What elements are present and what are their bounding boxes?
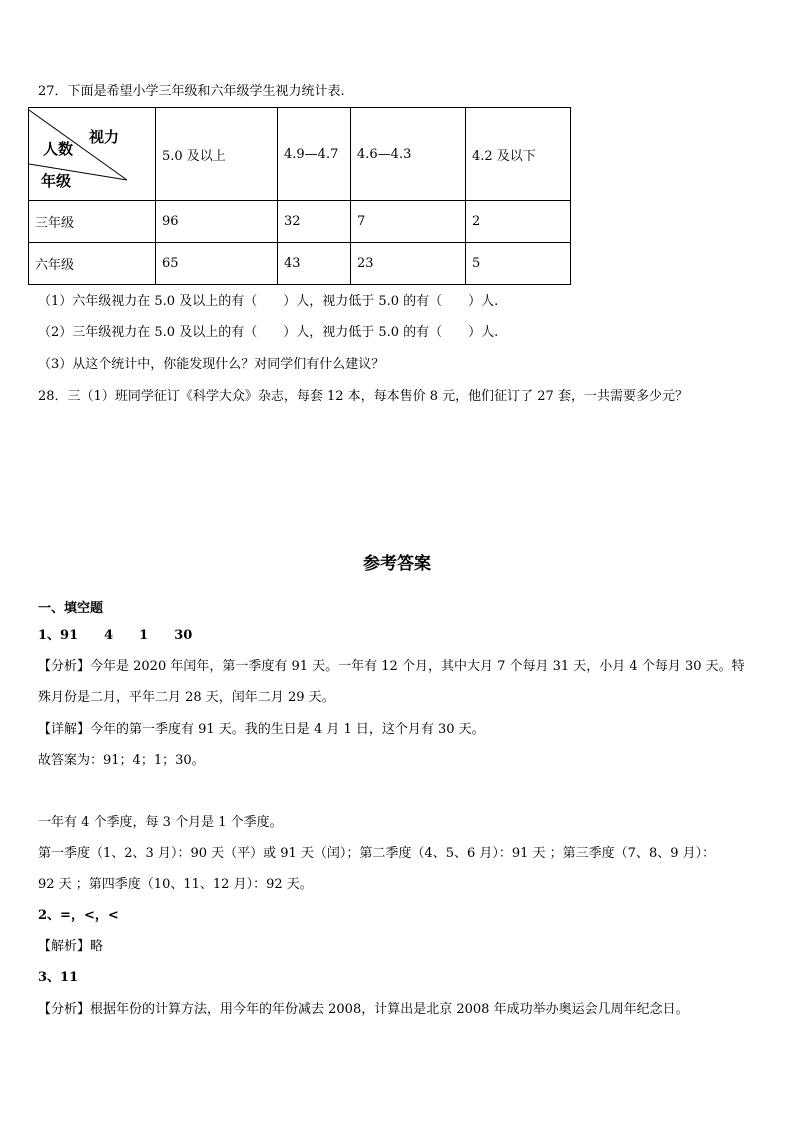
header-cell: 4.6—4.3	[351, 108, 466, 201]
section-title: 一、填空题	[38, 601, 104, 616]
answer-3: 3、11	[38, 970, 79, 985]
header-cell: 4.9—4.7	[278, 108, 351, 201]
answer-2-analysis: 【解析】略	[38, 939, 104, 954]
answer-3-analysis: 【分析】根据年份的计算方法，用今年的年份减去 2008，计算出是北京 2008 年成功举办奥运会几周年纪念日。	[38, 1002, 689, 1017]
table-cell: 43	[278, 243, 351, 285]
answer-1-note1: 一年有 4 个季度，每 3 个月是 1 个季度。	[38, 815, 283, 830]
answer-1: 1、91 4 1 30	[38, 628, 193, 643]
question-27-sub3: （3）从这个统计中，你能发现什么？对同学们有什么建议？	[38, 357, 385, 372]
corner-label-vision: 视力	[89, 128, 120, 146]
answers-heading: 参考答案	[363, 554, 431, 574]
table-cell: 7	[351, 201, 466, 243]
question-28: 28．三（1）班同学征订《科学大众》杂志，每套 12 本，每本售价 8 元，他们征订了 27 套，一共需要多少元？	[38, 389, 688, 404]
table-cell: 32	[278, 201, 351, 243]
corner-label-count: 人数	[43, 140, 74, 158]
question-27-title: 27．下面是希望小学三年级和六年级学生视力统计表.	[38, 84, 345, 99]
table-cell: 2	[466, 201, 571, 243]
header-cell: 4.2 及以下	[466, 108, 571, 201]
table-cell: 5	[466, 243, 571, 285]
table-cell: 23	[351, 243, 466, 285]
corner-label-grade: 年级	[41, 172, 72, 190]
row-label: 六年级	[29, 243, 156, 285]
header-cell: 5.0 及以上	[156, 108, 278, 201]
answer-1-analysis-line1: 【分析】今年是 2020 年闰年，第一季度有 91 天。一年有 12 个月，其中大月 7 个每月 31 天，小月 4 个每月 30 天。特	[38, 659, 745, 674]
diagonal-header-cell	[29, 108, 156, 201]
table-cell: 65	[156, 243, 278, 285]
table-row	[29, 201, 571, 243]
answer-2: 2、=，<，<	[38, 908, 119, 923]
table-cell: 96	[156, 201, 278, 243]
question-27-sub2: （2）三年级视力在 5.0 及以上的有（ ）人，视力低于 5.0 的有（ ）人.	[38, 325, 499, 340]
question-27-sub1: （1）六年级视力在 5.0 及以上的有（ ）人，视力低于 5.0 的有（ ）人.	[38, 294, 499, 309]
answer-1-result: 故答案为：91；4；1；30。	[38, 753, 205, 768]
answer-1-note3: 92 天 ；第四季度（10、11、12 月）：92 天。	[38, 877, 313, 892]
vision-stats-table	[28, 107, 571, 285]
answer-1-detail: 【详解】今年的第一季度有 91 天。我的生日是 4 月 1 日，这个月有 30 天。	[38, 722, 485, 737]
table-row	[29, 243, 571, 285]
table-header-row	[29, 108, 571, 201]
answer-1-analysis-line2: 殊月份是二月，平年二月 28 天，闰年二月 29 天。	[38, 690, 335, 705]
row-label: 三年级	[29, 201, 156, 243]
answer-1-note2: 第一季度（1、2、3 月）：90 天（平）或 91 天（闰）；第二季度（4、5、6 月）：91 天 ；第三季度（7、8、9 月）：	[38, 846, 716, 861]
